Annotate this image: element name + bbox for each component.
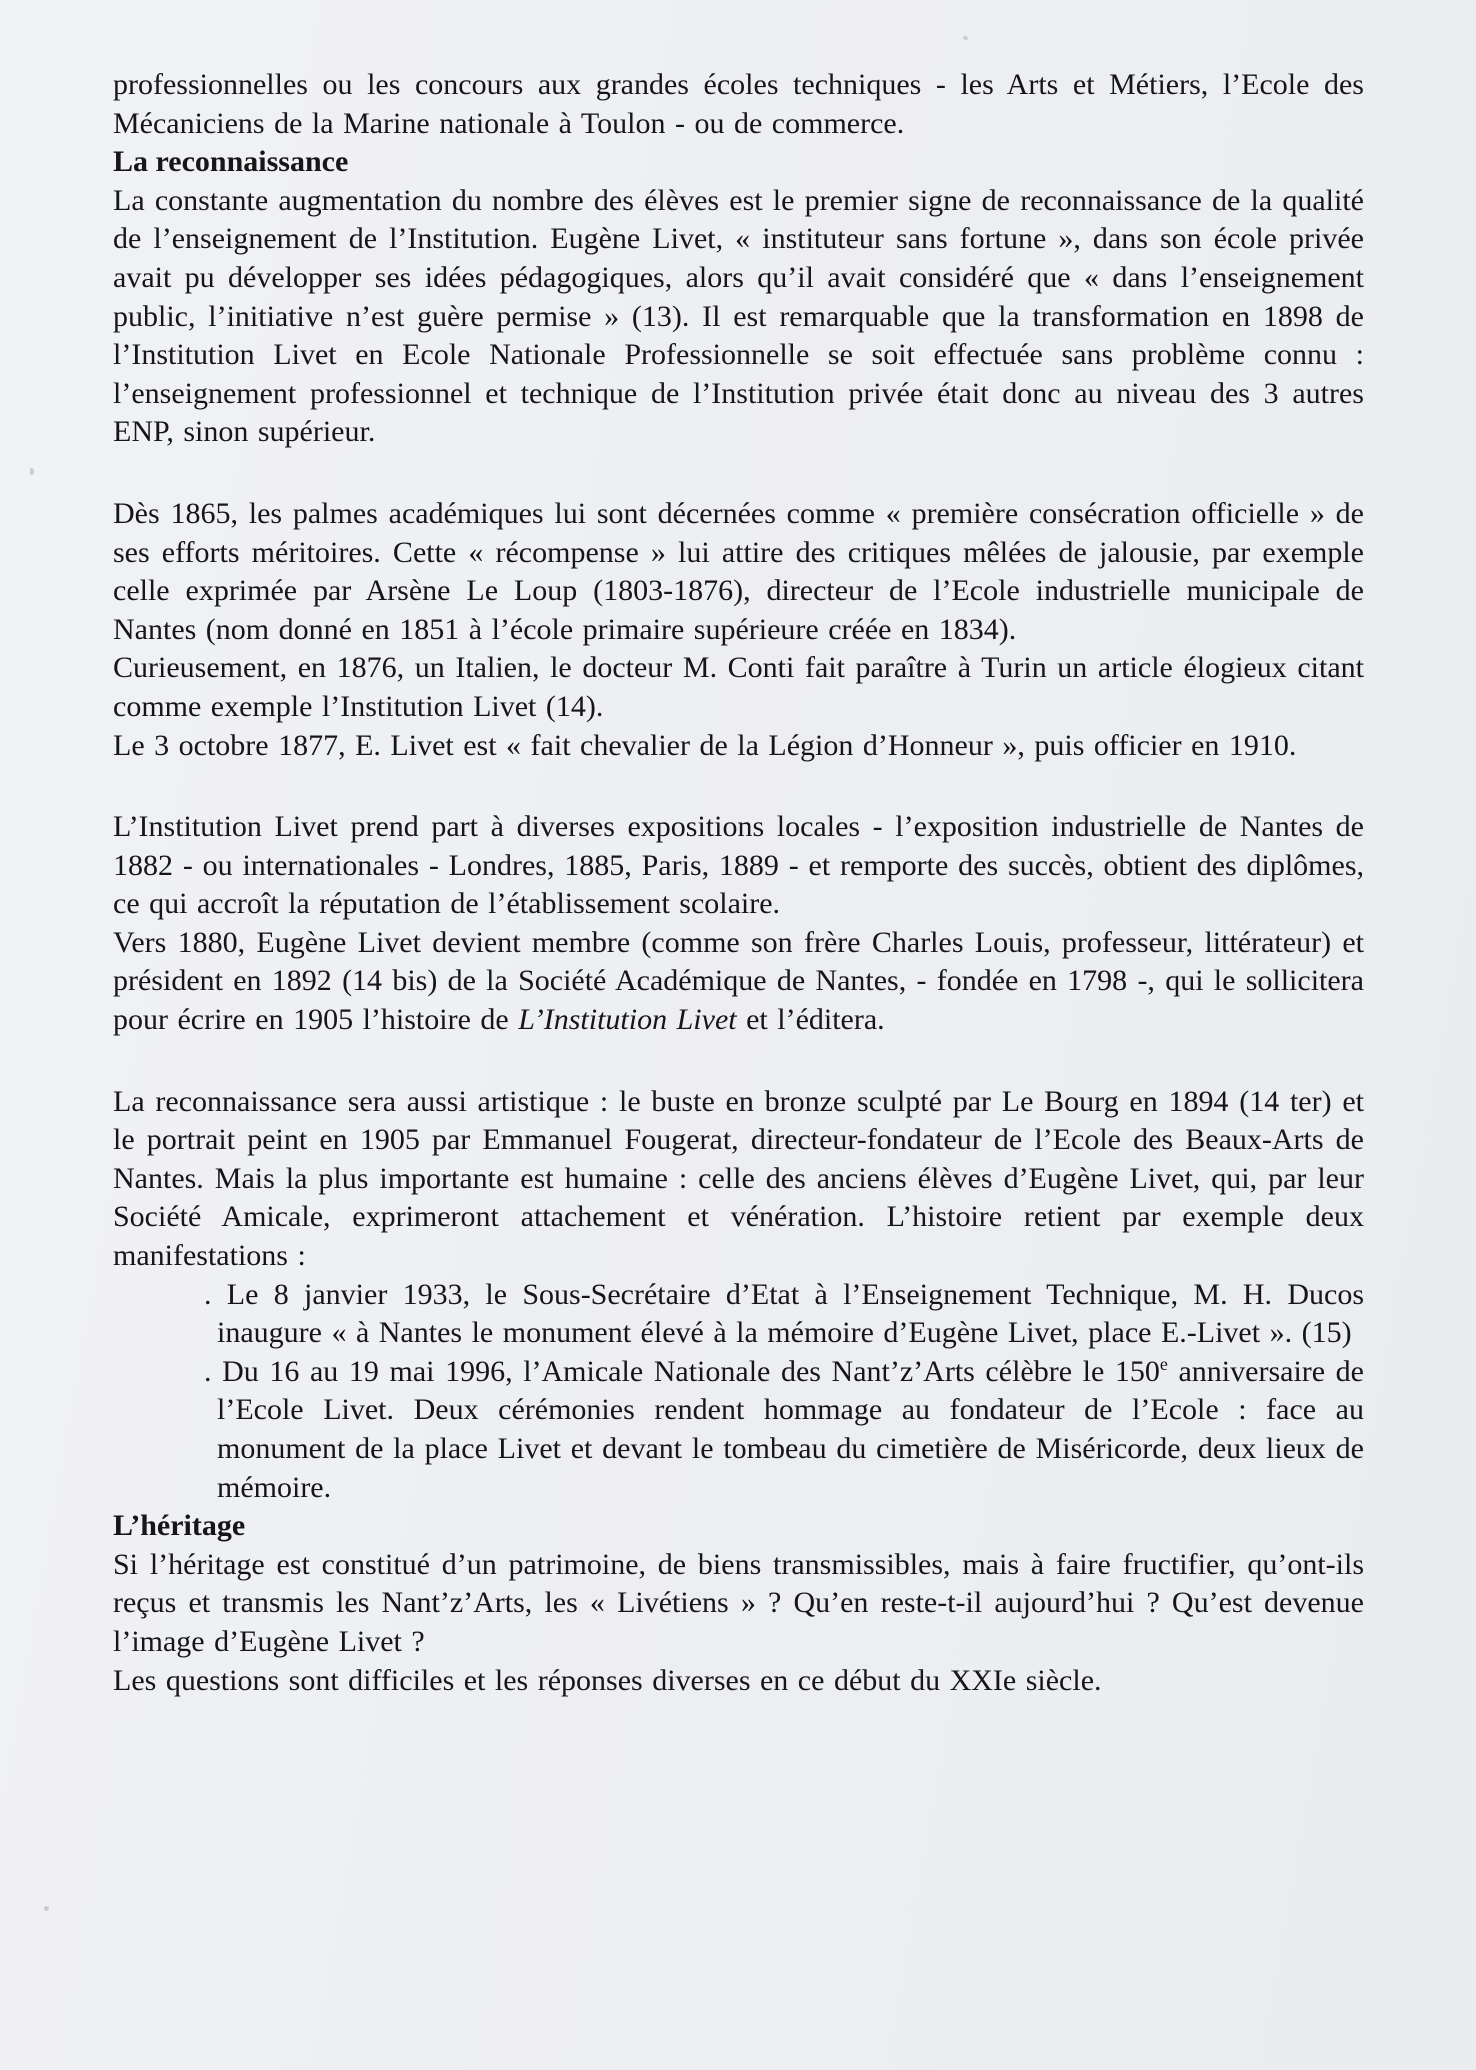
paragraph-docteur-conti: Curieusement, en 1876, un Italien, le docteur M. Conti fait paraître à Turin un article élogieux citant comme exemple l’Institution Livet (14). [113, 651, 1364, 723]
paragraph-questions-difficiles: Les questions sont difficiles et les réponses diverses en ce début du XXIe siècle. [113, 1663, 1102, 1697]
paragraph-augmentation-eleves: La constante augmentation du nombre des élèves est le premier signe de reconnaissance de la qualité de l’enseignement de l’Institution. Eugène Livet, « instituteur sans fortune », dans son école privée avait pu développer ses idées pédagogiques, alors qu’il avait considéré que « dans l’enseignement public, l’initiative n’est guère permise » (13). Il est remarquable que la transformation en 1898 de l’Institution Livet en Ecole Nationale Professionnelle se soit effectuée sans problème connu : l’enseignement professionnel et technique de l’Institution privée était donc au niveau des 3 autres ENP, sinon supérieur. [113, 183, 1364, 449]
paragraph-palmes-academiques: Dès 1865, les palmes académiques lui sont décernées comme « première consécration officielle » de ses efforts méritoires. Cette « récompense » lui attire des critiques mêlées de jalousie, par exemple celle exprimée par Arsène Le Loup (1803-1876), directeur de l’Ecole industrielle municipale de Nantes (nom donné en 1851 à l’école primaire supérieure créée en 1834). [113, 496, 1364, 646]
paragraph-societe-academique [113, 924, 1364, 1040]
list-item-anniversaire-1996 [204, 1353, 1364, 1507]
paragraph-reconnaissance-artistique: La reconnaissance sera aussi artistique : le buste en bronze sculpté par Le Bourg en 1894 (14 ter) et le portrait peint en 1905 par Emmanuel Fougerat, directeur-fondateur de l’Ecole des Beaux-Arts de Nantes. Mais la plus importante est humaine : celle des anciens élèves d’Eugène Livet, qui, par leur Société Amicale, exprimeront attachement et vénération. L’histoire retient par exemple deux manifestations : [113, 1084, 1364, 1273]
list-item-anniversaire-start: . Du 16 au 19 mai 1996, l’Amicale Nationale des Nant’z’Arts célèbre le 150 [204, 1354, 1160, 1388]
paragraph-expositions: L’Institution Livet prend part à diverses expositions locales - l’exposition industrielle de Nantes de 1882 - ou internationales - Londres, 1885, Paris, 1889 - et remporte des succès, obtient des diplômes, ce qui accroît la réputation de l’établissement scolaire. [113, 810, 1364, 921]
list-item-monument-1933: . Le 8 janvier 1933, le Sous-Secrétaire d’Etat à l’Enseignement Technique, M. H. Ducos inaugure « à Nantes le monument élevé à la mémoire d’Eugène Livet, place E.-Livet ». (15) [204, 1277, 1364, 1350]
intro-paragraph: professionnelles ou les concours aux grandes écoles techniques - les Arts et Métiers, l’Ecole des Mécaniciens de la Marine nationale à Toulon - ou de commerce. [113, 68, 1364, 140]
scan-speck [44, 1906, 49, 1911]
scan-speck [30, 468, 34, 475]
paragraph-heritage-questions: Si l’héritage est constitué d’un patrimoine, de biens transmissibles, mais à faire fructifier, qu’ont-ils reçus et transmis les Nant’z’Arts, les « Livétiens » ? Qu’en reste-t-il aujourd’hui ? Qu’est devenue l’image d’Eugène Livet ? [113, 1547, 1364, 1658]
paragraph-societe-academique-end: et l’éditera. [736, 1003, 885, 1037]
paragraph-legion-honneur: Le 3 octobre 1877, E. Livet est « fait chevalier de la Légion d’Honneur », puis officier en 1910. [113, 728, 1297, 762]
book-title-italic: L’Institution Livet [518, 1003, 737, 1037]
section-heading-heritage: L’héritage [113, 1509, 246, 1543]
manifestations-list [204, 1276, 1364, 1508]
ordinal-superscript: e [1159, 1353, 1168, 1374]
scan-speck [962, 35, 968, 40]
paragraph-societe-academique-text: Vers 1880, Eugène Livet devient membre (comme son frère Charles Louis, professeur, littérateur) et président en 1892 (14 bis) de la Société Académique de Nantes, - fondée en 1798 -, qui le sollicitera pour écrire en 1905 l’histoire de [113, 925, 1364, 1037]
section-heading-reconnaissance: La reconnaissance [113, 145, 349, 179]
list-item-anniversaire-end: anniversaire de l’Ecole Livet. Deux cérémonies rendent hommage au fondateur de l’Ecole : face au monument de la place Livet et devant le tombeau du cimetière de Miséricorde, deux lieux de mémoire. [217, 1354, 1365, 1504]
